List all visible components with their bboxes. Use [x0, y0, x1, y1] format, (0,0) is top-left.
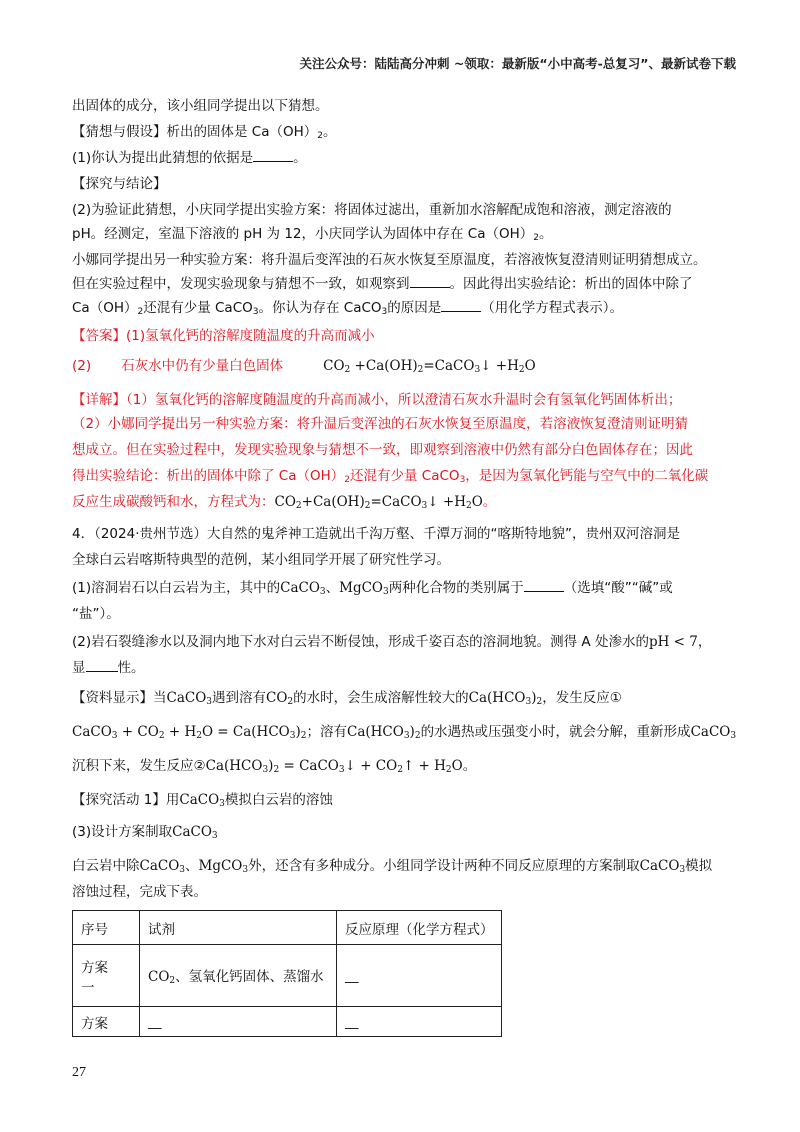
subscript: 3 [242, 865, 249, 875]
text: Ca（OH） [72, 300, 138, 316]
eq-part: +Ca(OH) [350, 358, 418, 374]
text: 白云岩中除 [72, 858, 140, 874]
subscript: 2 [364, 501, 371, 511]
text-line: “盐”）。 [72, 606, 120, 622]
cell-text: 、氢氧化钙固体、蒸馏水 [175, 969, 324, 985]
subscript: 3 [381, 307, 388, 317]
eq-part: =CaCO [370, 494, 422, 510]
text: 。因此得出实验结论：析出的固体中除了 [449, 276, 693, 292]
formula: ) [409, 724, 415, 740]
text: 遇到溶有 [212, 690, 267, 706]
text-line: (2)为验证此猜想，小庆同学提出实验方案：将固体过滤出，重新加水溶解配成饱和溶液，测定溶液的 [72, 202, 672, 218]
formula: MgCO [198, 858, 243, 874]
subscript: 2 [158, 731, 165, 741]
text: pH。经测定，室温下溶液的 pH 为 12，小庆同学认为固体中存在 Ca（OH） [72, 226, 534, 242]
text-line [72, 658, 145, 678]
formula: ↓ + CO [344, 758, 398, 774]
formula: O [451, 758, 463, 774]
text-line [72, 224, 553, 248]
subscript: 3 [421, 501, 428, 511]
text: ，发生反应① [542, 690, 622, 706]
text-line: 小娜同学提出另一种实验方案：将升温后变浑浊的石灰水恢复至原温度，若溶液恢复澄清则证明猜想成立。 [72, 252, 707, 268]
text: 得出实验结论：析出的固体中除了 Ca（OH） [72, 468, 345, 484]
text: 外，还含有多种成分。小组同学设计两种不同反应原理的方案制取 [248, 858, 640, 874]
formula: CaCO [280, 580, 320, 596]
table-cell [140, 1007, 337, 1037]
formula: CaCO [139, 858, 180, 874]
formula: ) [531, 690, 537, 706]
subscript: 2 [344, 475, 351, 485]
text: 、 [185, 858, 199, 874]
question-4-3 [72, 822, 218, 846]
answer-blank: __ [345, 967, 359, 984]
subscript: 2 [414, 731, 421, 741]
subscript: 3 [459, 475, 466, 485]
text: ；溶有 [306, 724, 347, 740]
formula: + CO [117, 724, 159, 740]
eq-part: CO [274, 494, 296, 510]
subscript: 3 [319, 587, 326, 597]
equation [323, 358, 536, 374]
subscript: 3 [730, 731, 737, 741]
hypothesis-line [72, 122, 337, 146]
text-line [72, 856, 712, 880]
answer-blank [524, 579, 564, 592]
text: 。 [539, 226, 553, 242]
detail-line [72, 492, 496, 516]
eq-part: ↓ +H [427, 494, 466, 510]
text: 的水遇热或压强变小时，就会分解，重新形成 [420, 724, 691, 740]
text: 性。 [117, 660, 145, 676]
text: （用化学方程式表示）。 [481, 300, 624, 316]
page-header: 关注公众号：陆陆高分冲刺 ~领取：最新版“小中高考-总复习”、最新试卷下载 [299, 56, 736, 71]
subscript: 2 [445, 765, 452, 775]
table-row [73, 1007, 502, 1037]
table-header-cell: 序号 [73, 911, 140, 945]
formula: ) [295, 724, 301, 740]
subscript: 3 [211, 831, 218, 841]
question-4-line: 4．（2024·贵州节选）大自然的鬼斧神工造就出千沟万壑、千潭万洞的“喀斯特地貌”，贵州双河溶洞是 [72, 526, 680, 542]
subscript: 3 [383, 587, 389, 597]
text: 还混有少量 CaCO [143, 300, 253, 316]
detail-line: 想成立。但在实验过程中，发现实验现象与猜想不一致，即观察到溶液中仍然有部分白色固体存在；因此 [72, 442, 693, 458]
subscript: 2 [533, 233, 539, 243]
text: 。 [482, 494, 497, 510]
formula: CaCO [639, 858, 680, 874]
subscript: 3 [338, 765, 345, 775]
text: 沉积下来，发生反应② [72, 758, 206, 774]
question-4-2 [72, 632, 711, 652]
info-line [72, 722, 736, 746]
formula: pH < 7 [648, 634, 698, 650]
text: 石灰水中仍有少量白色固体 [121, 358, 284, 374]
text: (1)你认为提出此猜想的依据是 [72, 150, 254, 166]
subscript: 2 [465, 501, 472, 511]
info-line [72, 756, 476, 780]
formula: CaCO [179, 792, 220, 808]
text: 【资料显示】当 [72, 690, 167, 706]
formula: Ca(HCO [205, 758, 263, 774]
eq-part: CO [323, 358, 345, 374]
answer-line-2 [72, 356, 536, 380]
text: 还混有少量 CaCO [350, 468, 460, 484]
table-header-cell: 试剂 [140, 911, 337, 945]
text: 【猜想与假设】析出的固体是 Ca（OH） [72, 124, 318, 140]
text: 但在实验过程中，发现实验现象与猜想不一致，如观察到 [72, 276, 410, 292]
formula: Ca(HCO [346, 724, 404, 740]
section-heading: 【探究与结论】 [72, 176, 167, 192]
text: 、 [325, 580, 340, 596]
formula: MgCO [339, 580, 384, 596]
text: 模拟 [685, 858, 713, 874]
detail-line: （2）小娜同学提出另一种实验方案：将升温后变浑浊的石灰水恢复至原温度，若溶液恢复澄清则证明猜 [72, 416, 689, 432]
eq-part: ↓ +H [480, 358, 519, 374]
formula: CaCO [690, 724, 731, 740]
subscript: 2 [518, 365, 525, 375]
eq-part: +Ca(OH) [301, 494, 365, 510]
table-row [73, 945, 502, 1007]
text: 模拟白云岩的溶蚀 [224, 792, 333, 808]
formula: CO [148, 969, 170, 985]
table-header-row [73, 911, 502, 945]
eq-part: O [524, 358, 536, 374]
eq-part: O [471, 494, 483, 510]
eq-part: =CaCO [423, 358, 475, 374]
subscript: 2 [397, 765, 403, 775]
subscript: 3 [252, 307, 259, 317]
subscript: 2 [344, 365, 351, 375]
table-header-cell: 反应原理（化学方程式） [337, 911, 502, 945]
formula: ) [268, 758, 274, 774]
subscript: 3 [474, 365, 481, 375]
table-cell: 方案 [73, 1007, 140, 1037]
subscript: 3 [206, 697, 213, 707]
subscript: 3 [111, 731, 118, 741]
formula: CaCO [172, 824, 212, 840]
subscript: 3 [179, 865, 186, 875]
text: 显 [72, 660, 86, 676]
subscript: 2 [273, 765, 280, 775]
answer-blank [86, 659, 118, 672]
question-4-1 [72, 578, 673, 602]
table-cell [140, 945, 337, 1007]
text: 。你认为存在 CaCO [258, 300, 382, 316]
text: 的水时，会生成溶解性较大的 [293, 690, 469, 706]
subscript: 3 [525, 697, 532, 707]
table-cell [337, 945, 502, 1007]
answer-blank: __ [148, 1013, 162, 1030]
subscript: 2 [317, 131, 324, 141]
text-line [72, 298, 623, 322]
formula: + H [164, 724, 197, 740]
subscript: 3 [403, 731, 410, 741]
answer-blank: __ [345, 1013, 359, 1030]
info-line [72, 688, 622, 712]
subscript: 2 [300, 731, 307, 741]
detail-line: 【详解】（1）氢氧化钙的溶解度随温度的升高而减小，所以澄清石灰水升温时会有氢氧化钙固体析出； [72, 392, 682, 408]
cell-text: 方案 [81, 959, 108, 976]
subscript: 2 [287, 697, 294, 707]
answer-blank [253, 149, 293, 162]
text: 。 [293, 150, 307, 166]
scheme-table [72, 910, 502, 1037]
text: 。 [323, 124, 337, 140]
text: ， [697, 634, 712, 650]
question-4-line: 全球白云岩喀斯特典型的范例，某小组同学开展了研究性学习。 [72, 552, 450, 568]
subscript: 2 [417, 365, 424, 375]
text: (2) [72, 358, 92, 374]
detail-line [72, 466, 708, 490]
subscript: 2 [169, 976, 176, 986]
subscript: 2 [536, 697, 543, 707]
subscript: 3 [289, 731, 296, 741]
cell-text: 一 [81, 979, 95, 996]
text: 两种化合物的类别属于 [388, 580, 524, 596]
formula: = CaCO [279, 758, 339, 774]
activity-heading [72, 790, 333, 814]
subscript: 2 [295, 501, 302, 511]
text-line [72, 274, 693, 294]
text: 。 [462, 758, 477, 774]
formula: CaCO [166, 690, 207, 706]
table-cell [73, 945, 140, 1007]
text: (3)设计方案制取 [72, 824, 173, 840]
answer-blank [410, 275, 450, 288]
formula: CO [266, 690, 288, 706]
text: (1)溶洞岩石以白云岩为主，其中的 [72, 580, 281, 596]
table-cell [337, 1007, 502, 1037]
text: 的原因是 [387, 300, 442, 316]
text-line: 出固体的成分，该小组同学提出以下猜想。 [72, 98, 329, 114]
subscript: 2 [196, 731, 202, 741]
text: （选填“酸”“碱”或 [563, 580, 673, 596]
text: 反应生成碳酸钙和水，方程式为： [72, 494, 275, 510]
question-1 [72, 148, 307, 168]
text-line: 溶蚀过程，完成下表。 [72, 884, 207, 900]
subscript: 2 [137, 307, 144, 317]
subscript: 3 [219, 799, 225, 809]
answer-blank [441, 299, 481, 312]
page-number: 27 [72, 1065, 86, 1080]
text: ，是因为氢氧化钙能与空气中的二氧化碳 [465, 468, 709, 484]
formula: O = Ca(HCO [201, 724, 290, 740]
text: 【探究活动 1】用 [72, 792, 180, 808]
subscript: 3 [679, 865, 686, 875]
formula: Ca(HCO [468, 690, 526, 706]
text: (2)岩石裂缝渗水以及洞内地下水对白云岩不断侵蚀，形成千姿百态的溶洞地貌。测得 A 处渗水的 [72, 634, 649, 650]
formula: CaCO [72, 724, 112, 740]
answer-line: 【答案】(1)氢氧化钙的溶解度随温度的升高而减小 [72, 328, 375, 344]
formula: ↑ + H [402, 758, 446, 774]
subscript: 3 [262, 765, 269, 775]
equation [275, 494, 483, 510]
